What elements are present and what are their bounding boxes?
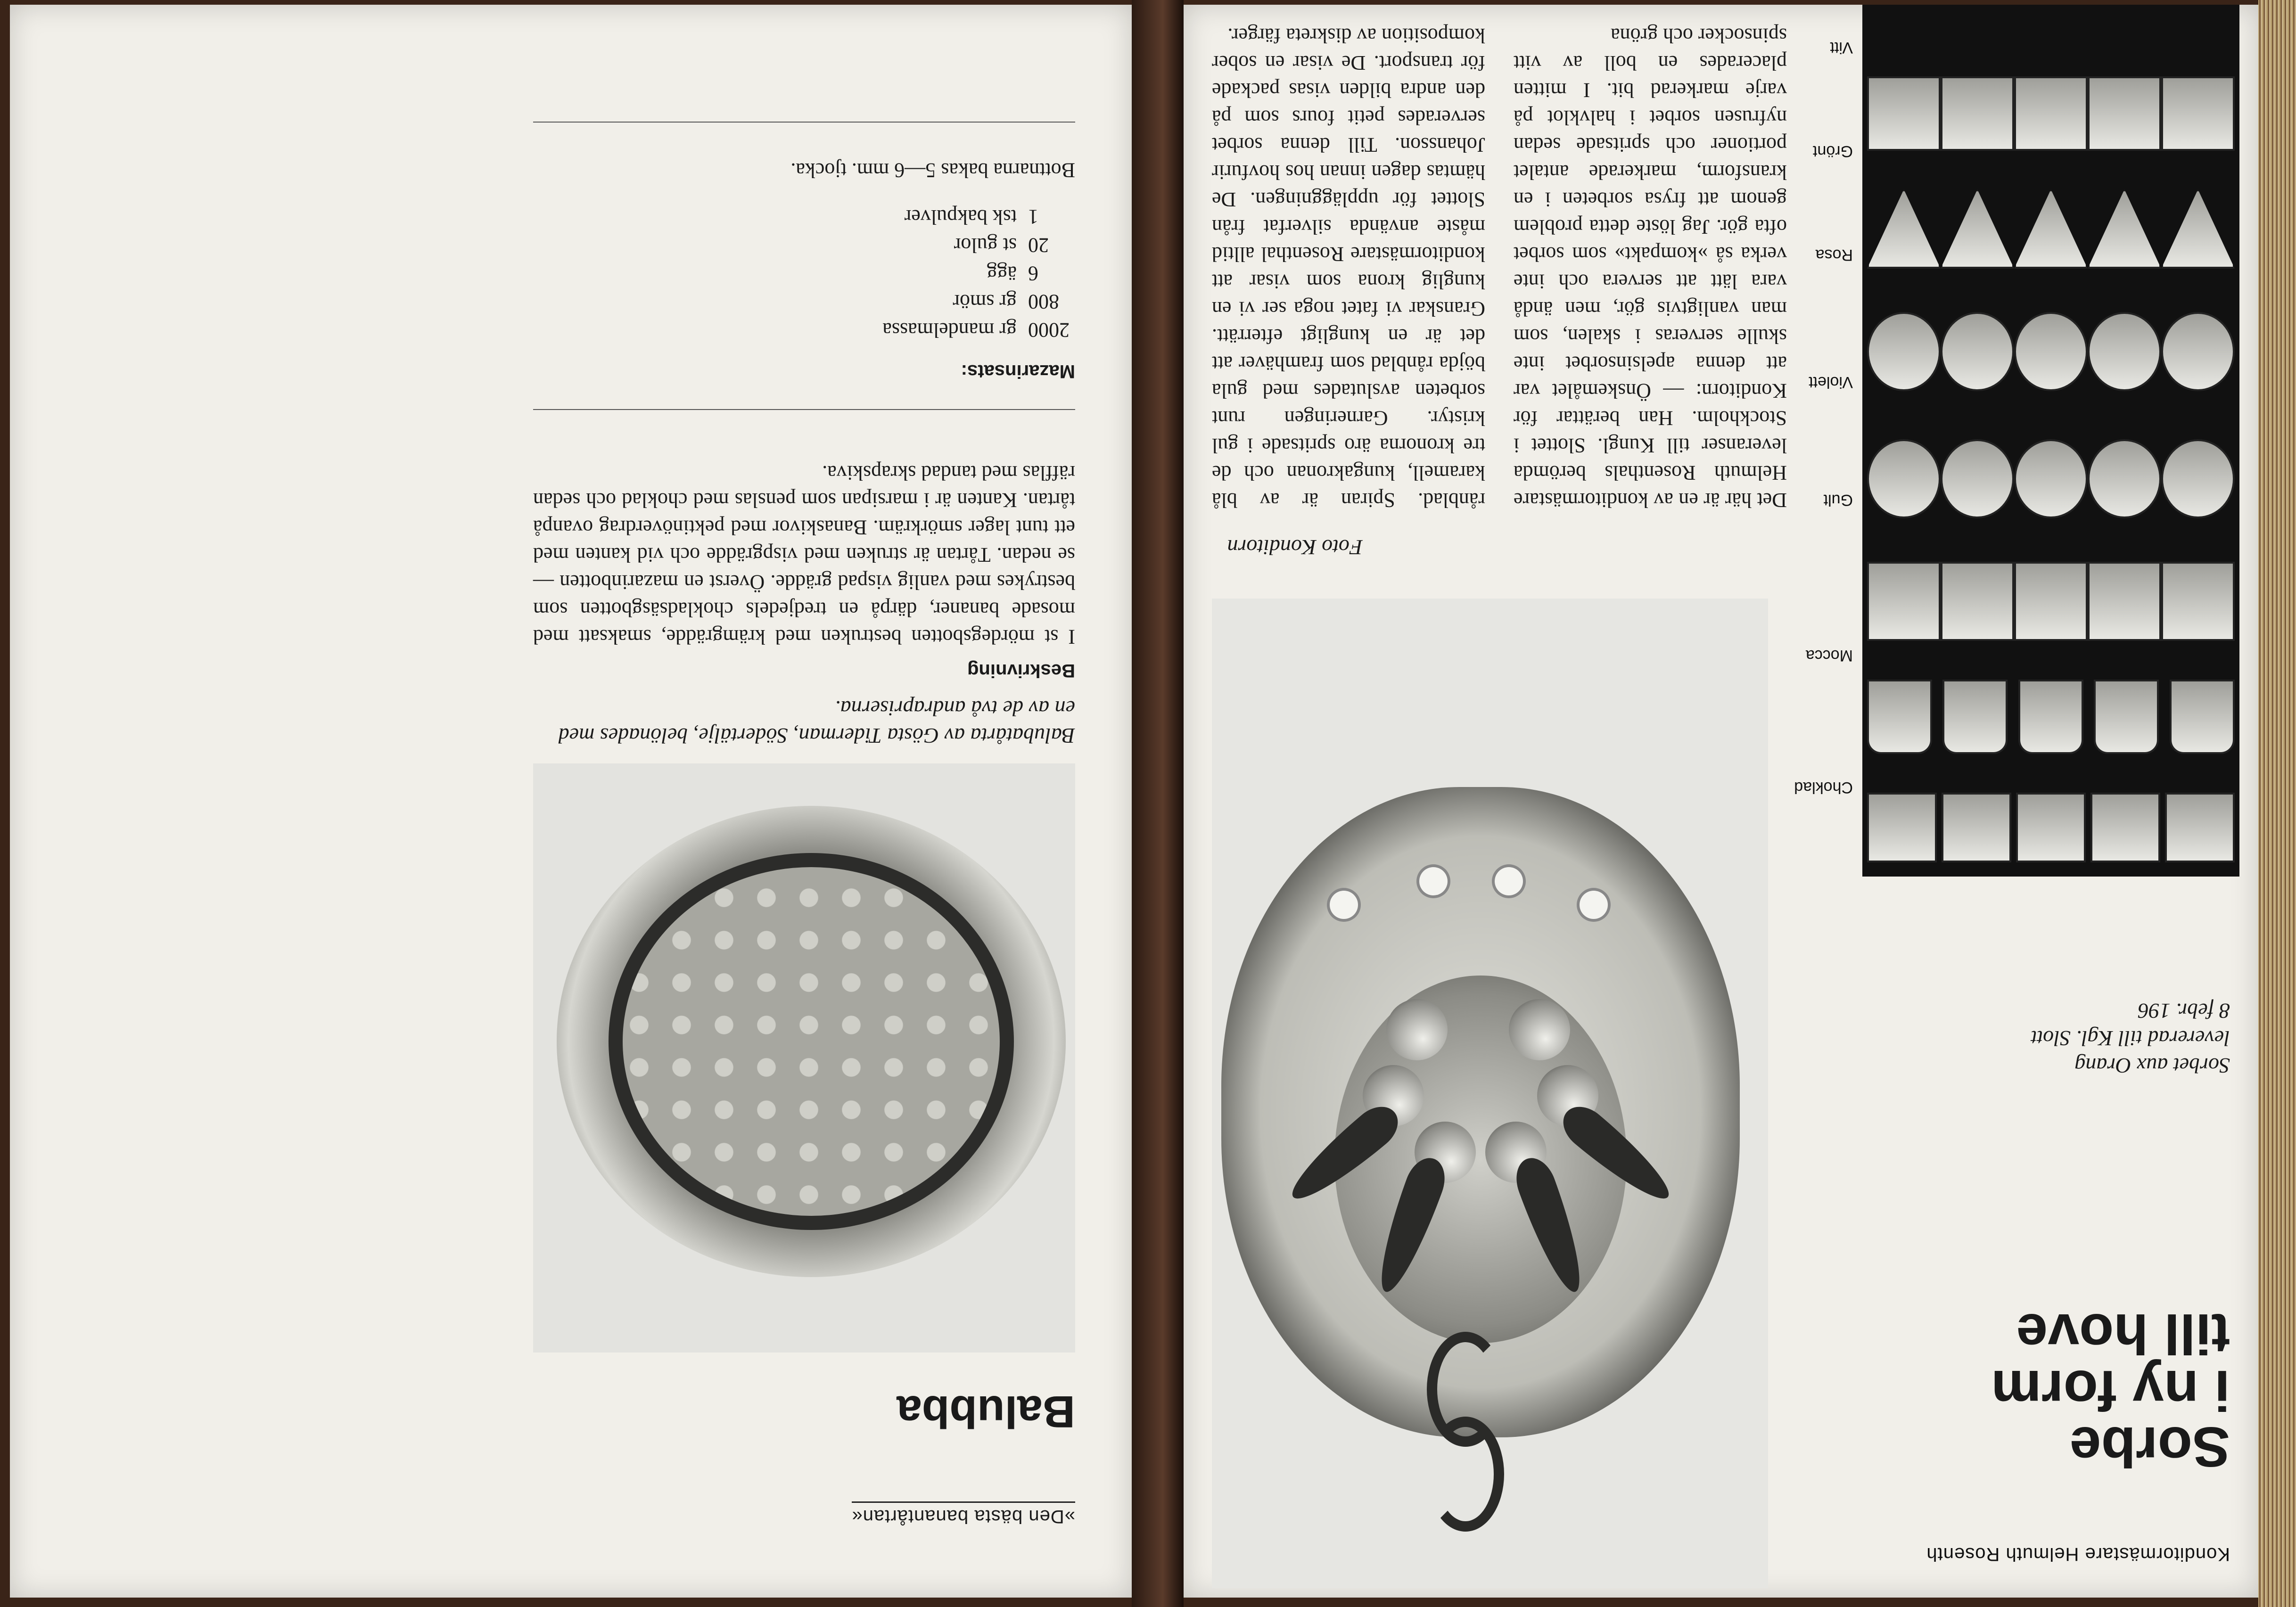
title-line: Sorbe [2069, 1415, 2230, 1478]
balubba-photo [533, 763, 1075, 1353]
subcaption-line: levererad till Kgl. Slott [2031, 1026, 2230, 1050]
banana-cake [623, 867, 1000, 1216]
petit-four-row [1867, 75, 2235, 151]
petit-four-label: Vitt [1830, 39, 1853, 57]
book-gutter [1132, 0, 1184, 1607]
article-column-1: Det här är en av konditormästare Helmuth Rosenthals berömda leveranser till Kungl. Slottet i Stockholm. Han berättar för Konditorn: — Önskemålet var att denna apelsinsorbet inte skulle serveras i skalen, som man vanligtvis gör, men ändå vara lätt att servera och inte verka så »kompakt» som sorbet ofta gör. Jag löste detta problem genom att frysa sorbeten i en kransform, markerade antalet portioner och spritsade sedan nyfrusen sorbet i halvklot på varje markerad bit. I mitten placerades en boll av vitt spinsocker och gröna [1514, 24, 1787, 512]
petit-four-row [1867, 438, 2235, 518]
petit-four-row [1867, 311, 2235, 391]
baking-note: Bottnarna bakas 5—6 mm. tjocka. [790, 159, 1075, 182]
article-title [1991, 1302, 2230, 1478]
petit-four-label: Violett [1809, 373, 1853, 391]
petit-four-row [1867, 189, 2235, 269]
running-head: Konditormästare Helmuth Rosenth [1926, 1544, 2230, 1565]
petit-four-label: Mocca [1805, 647, 1853, 664]
balubba-page [10, 5, 1132, 1598]
petit-four-row [1867, 561, 2235, 641]
ingredient-row: 800gr smör [953, 290, 1059, 313]
sorbet-subcaption [2031, 997, 2230, 1079]
subcaption-line: 8 febr. 196 [2138, 999, 2230, 1023]
page-edges [2258, 0, 2296, 1607]
article-column-2: rånblad. Spiran är av blå karamell, kungakronan och de tre kronorna äro spritsade i gul kristyr. Garneringen runt sorbeten avslutades med gula böjda rånblad som framhäver att det är en kungligt efterrätt. Granskar vi fatet noga ser vi en kunglig krona som visar att konditormästare Rosenthal alltid måste använda silverfat från Slottet för uppläggningen. De hämtas dagen innan hos hovfurir Johansson. Till denna sorbet serverades petit fours som på den andra bilden visas packade för transport. De visar en sober komposition av diskreta färger. [1212, 24, 1485, 512]
recipe-description: I st mördegsbotten bestruken med krämgrädde, smaksatt med mosade bananer, därpå en tredjedels chokladsäsgbotten som bestrykes med vanlig vispad grädde. Överst en mazarinbotten — se nedan. Tårtan är struken med vispgrädde och vid kanten med ett tunt lager smörkräm. Banaskivor med pektinöverdrag ovanpå tårtan. Kanten är i marsipan som penslas med choklad och sedan räfflas med tandad skrapskiva. [533, 461, 1075, 648]
balubba-caption: Balubatårta av Gösta Tiderman, Södertälje, belönades med en av de två andrapriserna. [558, 697, 1075, 748]
caramel-scepter [1427, 1332, 1504, 1447]
title-line: i ny form [1991, 1359, 2230, 1422]
petit-four-label: Gult [1823, 491, 1853, 509]
description-heading: Beskrivning [967, 660, 1075, 681]
running-head: »Den bästa banantårtan« [852, 1501, 1075, 1527]
petit-four-label: Choklad [1794, 779, 1853, 796]
mazarin-heading: Mazarinsats: [961, 361, 1075, 382]
ingredient-row: 2000gr mandelmassa [882, 319, 1070, 342]
petit-four-label: Grönt [1812, 142, 1853, 160]
ingredient-row: 20st gulor [954, 234, 1049, 257]
ingredient-row: 1tsk bakpulver [904, 205, 1038, 229]
sorbet-ring [1334, 976, 1627, 1343]
photo-credit: Foto Konditorn [1227, 535, 1363, 559]
sorbet-article-page [1184, 5, 2258, 1598]
ingredient-row: 6ägg [987, 262, 1038, 285]
divider [533, 122, 1075, 123]
petit-four-row [1867, 787, 2235, 862]
petit-fours-photo [1862, 5, 2239, 877]
petit-four-label: Rosa [1815, 246, 1853, 264]
recipe-title: Balubba [897, 1386, 1075, 1437]
ingredient-list [882, 203, 1075, 344]
subcaption-line: Sorbet aux Orang [2074, 1054, 2230, 1078]
title-line: till hove [2016, 1302, 2230, 1365]
divider [533, 409, 1075, 410]
petit-four-row [1867, 679, 2235, 754]
sorbet-crown-photo [1212, 599, 1768, 1588]
